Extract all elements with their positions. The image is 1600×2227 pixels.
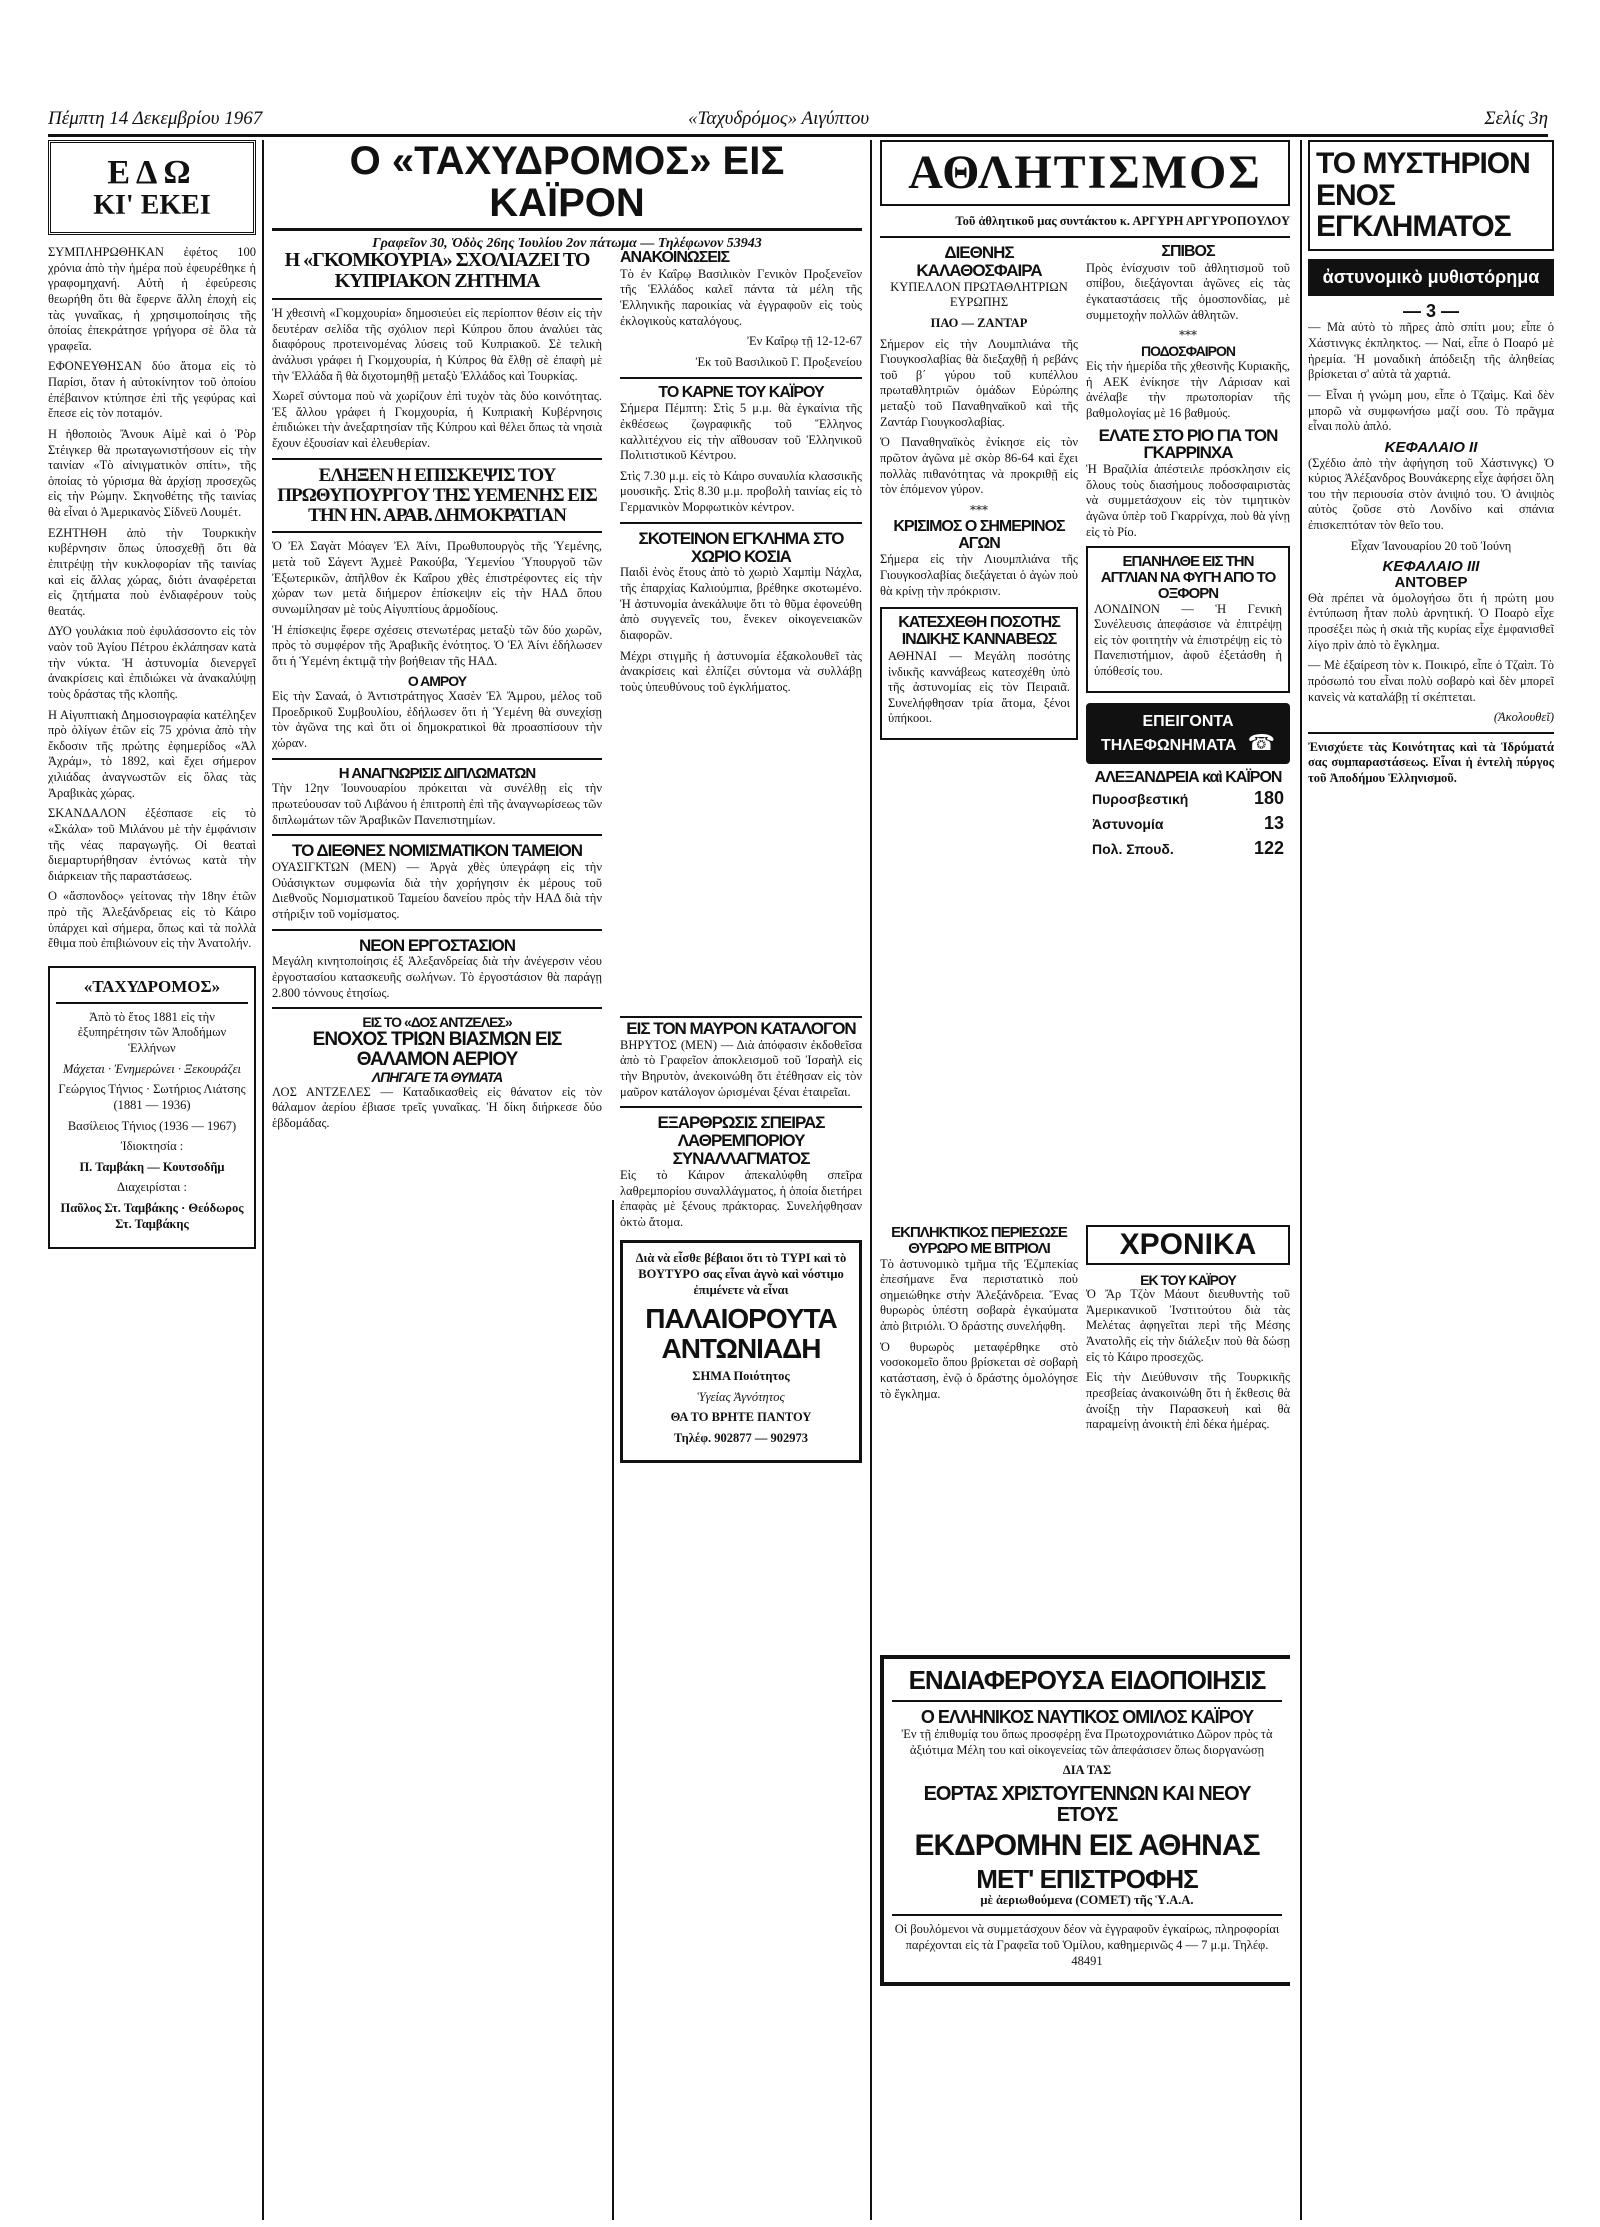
oxford-box: [1086, 546, 1290, 692]
cairo-banner-title: Ο «ΤΑΧΥΔΡΟΜΟΣ» ΕΙΣ ΚΑΪΡΟΝ: [272, 140, 862, 231]
cheese-ad-intro: Διὰ νὰ εἶσθε βέβαιοι ὅτι τὸ ΤΥΡΙ καὶ τὸ ΒΟΥΤΥΡΟ σας εἶναι ἀγνὸ καὶ νόστιμο ἐπιμένετε νὰ εἶναι: [635, 1251, 847, 1297]
item-neighbour: Ο «ἄσπονδος» γείτονας τὴν 18ην ἐτῶν πρὸ τῆς Ἀλεξάνδρειας εἰς τὸ Κάιρο ὑπάρχει καὶ σήμερα, ὅπως καὶ τὰ πολλὰ ἔθιμα ποὺ ἐπιβιώνουν εἰς τὴν Ἀνατολήν.: [48, 889, 256, 951]
victims-subhead: ΛΠΗΓΑΓΕ ΤΑ ΘΥΜΑΤΑ: [371, 1068, 503, 1085]
rio-headline: ΕΛΑΤΕ ΣΤΟ ΡΙΟ ΓΙΑ ΤΟΝ ΓΚΑΡΡΙΝΧΑ: [1098, 425, 1278, 463]
edo-ki-ekei-box: [48, 140, 256, 235]
football-text: Εἰς τὴν ἡμερίδα τῆς χθεσινῆς Κυριακῆς, ἡ ΑΕΚ ἐνίκησε τὴν Λάρισαν καὶ ἀνέλαβε τὴν πρωτοπορίαν τῆς βαθμολογίας μὲ 16 βαθμούς.: [1086, 359, 1290, 420]
vitriol-block: [880, 1225, 1078, 1407]
vitriol-anchor: [620, 1420, 862, 1421]
spibos-text: Πρὸς ἐνίσχυσιν τοῦ ἀθλητισμοῦ τοῦ σπίβου, διεξάγονται ἀγῶνες εἰς τὰς ἐγκαταστάσεις τῆς ὁμοσπονδίας, μὲ συμμετοχὴν πολλῶν ἀθλητῶν.: [1086, 260, 1290, 322]
anchor-4: [272, 1740, 273, 1741]
critical-text: Σήμερα εἰς τὴν Λιουμπλιάνα τῆς Γιουγκοσλαβίας διεξάγεται ὁ ἀγὼν ποὺ θὰ κρίνῃ τὴν πρόκρισιν.: [880, 552, 1078, 598]
vitriol-text-b: Ὁ θυρωρὸς μεταφέρθηκε στὸ νοσοκομεῖο ὅπου βρίσκεται σὲ σοβαρὴ κατάσταση, ἐνῷ ὁ δράστης ὁμολόγησε τὸ ἔγκλημα.: [880, 1339, 1078, 1401]
item-actress: Η ἠθοποιὸς Ἄνουκ Αἰμὲ καὶ ὁ Ῥὸρ Στέιγκερ θὰ πρωταγωνιστήσουν εἰς τὴν ταινίαν «Τὸ αἰνιγματικὸν σπίτι», τῆς ὁποίας τὸ γύρισμα θὰ ἀρχίσῃ προσεχῶς εἰς τὴν Ρώμην. Σκηνοθέτης τῆς ταινίας θὰ εἶναι ὁ Ἀμερικανὸς Σίδνεϋ Λουμέτ.: [48, 426, 256, 520]
phones-row-value: 13: [1263, 813, 1284, 834]
oxford-headline: ΕΠΑΝΗΛΘΕ ΕΙΣ ΤΗΝ ΑΓΓΛΙΑΝ ΝΑ ΦΥΓΗ ΑΠΟ ΤΟ ΟΞΦΟΡΝ: [1100, 553, 1276, 602]
yemen-text-b: Ἡ ἐπίσκεψις ἔφερε σχέσεις στενωτέρας μεταξὺ τῶν δύο χωρῶν, πρὸς τὸ συμφέρον τῆς Ἀραβικῆς ἑνότητος. Ὁ Ἐλ Ἀίνι ἐδήλωσεν ὅτι ἡ Ὑεμένη ἐκτιμᾷ τὴν βοήθειαν τῆς ΗΑΔ.: [272, 622, 602, 668]
imf-text: ΟΥΑΣΙΓΚΤΩΝ (ΜΕΝ) — Ἀργὰ χθὲς ὑπεγράφη εἰς τὴν Οὐάσιγκτων συμφωνία διὰ τὴν χορήγησιν ἐκ μέρους τοῦ Διεθνοῦς Νομισματικοῦ Ταμείου δανείου πρὸς τὴν ΗΑΔ διὰ τὴν στήριξιν τοῦ νομίσματος.: [272, 860, 602, 921]
cheese-ad-tel: Τηλέφ. 902877 — 902973: [673, 1430, 809, 1445]
basketball-cup: ΚΥΠΕΛΛΟΝ ΠΡΩΤΑΘΛΗΤΡΙΩΝ ΕΥΡΩΠΗΣ: [890, 279, 1068, 310]
diplomas-text: Τὴν 12ην Ἰουνουαρίου πρόκειται νὰ συνέλθῃ εἰς τὴν πρωτεύουσαν τοῦ Λιβάνου ἡ ἐπιτροπὴ ἐπὶ τῆς ἀναγνωρίσεως τῶν διπλωμάτων τῶν Ἀραβικῶν Πανεπιστημίων.: [272, 781, 602, 827]
novel-title: ΤΟ ΜΥΣΤΗΡΙΟΝ ΕΝΟΣ ΕΓΚΛΗΜΑΤΟΣ: [1316, 147, 1530, 243]
oxford-text: ΛΟΝΔΙΝΟΝ — Ἡ Γενικὴ Συνέλευσις ἀπεφάσισε νὰ ἐπιτρέψῃ εἰς τὸν φοιτητὴν νὰ ἐπιστρέψῃ εἰς τὸ Πανεπιστήμιον, ἀφοῦ ἐξετάσθη ἡ ὑπόθεσίς του.: [1094, 601, 1282, 679]
page-number: Σελίς 3η: [1484, 108, 1548, 129]
column-sports: [880, 140, 1290, 1220]
sports-byline: Τοῦ ἀθλητικοῦ μας συντάκτου κ. ΑΡΓΥΡΗ ΑΡΓΥΡΟΠΟΥΛΟΥ: [955, 214, 1290, 229]
chronika-text: Ὁ Ἄρ Τζὸν Μάουτ διευθυντὴς τοῦ Ἀμερικανικοῦ Ἰνστιτούτου διὰ τὰς Μελέτας ἀφηγεῖται περὶ τῆς Μέσης Ἀνατολῆς εἰς τὴν διάλεξιν ποὺ θὰ δώσῃ εἰς τὸ Κάιρο προσεχῶς.: [1086, 1287, 1290, 1364]
chronika-block: [1086, 1225, 1290, 1438]
yemen-text: Ὁ Ἐλ Σαγὰτ Μόαγεν Ἐλ Ἀίνι, Πρωθυπουργὸς τῆς Ὑεμένης, μετὰ τοῦ Σάγεντ Ἀχμεὲ Ρακούβα, Ὑεμενίου Ὑπουργοῦ τῶν Ἐξωτερικῶν, ἀπῆλθον ἐκ Καΐρου χθὲς ἐπιστρέφοντες εἰς τὴν χώραν των μετὰ διήμερον ἐπίσκεψιν εἰς τὴν ΗΑΔ ὅπου συνωμίλησαν μὲ τοὺς Αἰγυπτίους ἀρμοδίους.: [272, 539, 602, 616]
novel-title-box: [1308, 140, 1554, 251]
edo-title: ΕΔΩ: [107, 154, 197, 191]
chronika-cairo-headline: ΕΚ ΤΟΥ ΚΑΪΡΟΥ: [1140, 1271, 1236, 1288]
novel-p1: — Μὰ αὐτὸ τὸ πῆρες ἀπὸ σπίτι μου; εἶπε ὁ Χάστινγκς ἐκπληκτος. — Ναί, εἶπε ὁ Ποαρό μὲ ἠρεμία. Ἡ μοναδικὴ ἀπόδειξη τῆς ἀληθείας βρίσκεται σ' αὐτὰ τὰ χαρτιά.: [1308, 320, 1554, 382]
notice-trip: ΕΚΔΡΟΜΗΝ ΕΙΣ ΑΘΗΝΑΣ: [914, 1829, 1260, 1863]
notice-title: ΕΝΔΙΑΦΕΡΟΥΣΑ ΕΙΔΟΠΟΙΗΣΙΣ: [908, 1665, 1266, 1695]
vitriol-headline: ΕΚΠΛΗΚΤΙΚΟΣ ΠΕΡΙΕΣΩΣΕ ΘΥΡΩΡΟ ΜΕ ΒΙΤΡΙΟΛΙ: [891, 1225, 1067, 1257]
cairo-agenda-headline: ΤΟ ΚΑΡΝΕ ΤΟΥ ΚΑΪΡΟΥ: [658, 383, 824, 401]
novel-chapter-3-text-b: — Μὲ ἐξαίρεση τὸν κ. Ποικιρό, εἶπε ὁ Τζαὶπ. Τὸ πρόσωπό του εἶναι πολὺ σοβαρὸ καὶ δὲν μπορεῖ κανεὶς νὰ καταλάβῃ τί σκέπτεται.: [1308, 658, 1554, 704]
phones-table: [1086, 786, 1290, 861]
football-headline: ΠΟΔΟΣΦΑΙΡΟΝ: [1140, 343, 1236, 360]
cheese-ad-shop: Ὑγείας Ἀγνότητος: [697, 1389, 785, 1404]
novel-genre: ἀστυνομικὸ μυθιστόρημα: [1322, 266, 1540, 287]
item-typewriter: ΣΥΜΠΛΗΡΩΘΗΚΑΝ ἐφέτος 100 χρόνια ἀπὸ τὴν ἡμέρα ποὺ ἐφευρέθηκε ἡ γραφομηχανή. Αὐτὴ ἡ ἐφεύρεσις θεωρήθη ὅτι θὰ ἔφερνε ἄλλη ἐποχὴ εἰς τὰς γυναῖκας, ἡ χρησιμοποίησις τῆς ὁποίας ἐπεκράτησε γρήγορα σὲ ὅλα τὰ γραφεῖα.: [48, 245, 256, 353]
item-scala: ΣΚΑΝΔΑΛΟΝ ἐξέσπασε εἰς τὸ «Σκάλα» τοῦ Μιλάνου μὲ τὴν ἐμφάνισιν τῆς νέας παραγωγῆς. Οἱ θεαταὶ διεμαρτυρήθησαν ἐντόνως κατὰ τὴν διάρκειαν τῆς παραστάσεως.: [48, 806, 256, 883]
ki-ekei-title: ΚΙ' ΕΚΕΙ: [93, 189, 211, 221]
basketball-match: ΠΑΟ — ΖΑΝΤΑΡ: [930, 315, 1028, 330]
diplomas-headline: Η ΑΝΑΓΝΩΡΙΣΙΣ ΔΙΠΛΩΜΑΤΩΝ: [338, 764, 536, 782]
hashish-box: [880, 607, 1078, 740]
basketball-text: Σήμερον εἰς τὴν Λουμπλιάνα τῆς Γιουγκοσλαβίας θὰ διεξαχθῇ ἡ ρεβάνς τοῦ β΄ γύρου τοῦ κυπέλλου πρωταθλητριῶν ὁμάδων Εὐρώπης μεταξὺ τοῦ Παναθηναϊκοῦ καὶ τῆς Ζαντάρ Γιουγκοσλαβίας.: [880, 336, 1078, 429]
founder-2: Βασίλειος Τήνιος (1936 — 1967): [67, 1118, 237, 1133]
sports-banner: [880, 140, 1290, 206]
novel-p2: — Εἶναι ἡ γνώμη μου, εἶπε ὁ Τζαὶμς. Καὶ δὲν μπορῶ νὰ συμφωνήσω μαζί σου. Τὸ πρᾶγμα εἶναι πολὺ ἁπλό.: [1308, 387, 1554, 434]
directors: Παῦλος Στ. Ταμβάκης · Θεόδωρος Στ. Ταμβάκης: [60, 1201, 244, 1231]
masthead-title: «ΤΑΧΥΔΡΟΜΟΣ»: [83, 976, 221, 996]
owner-label: Ἰδιοκτησία :: [120, 1139, 184, 1154]
hashish-text: ΑΘΗΝΑΙ — Μεγάλη ποσότης ἰνδικῆς καννάβεως κατεσχέθη ὑπὸ τῆς ἀστυνομίας εἰς τὸν Πειραιᾶ. Συνελήφθησαν τρία ἄτομα, ξένοι ὑπήκοοι.: [888, 648, 1070, 726]
crime-text-b: Μέχρι στιγμῆς ἡ ἀστυνομία ἐξακολουθεῖ τὰς ἀνακρίσεις καὶ ἐλπίζει σύντομα νὰ συλλάβῃ τοὺς ὑπευθύνους τοῦ ἐγκλήματος.: [620, 648, 862, 694]
announcements-sign: Ἐκ τοῦ Βασιλικοῦ Γ. Προξενείου: [695, 354, 862, 369]
phones-row-label: Πυροσβεστική: [1092, 790, 1189, 807]
column-announcements: [620, 250, 862, 1010]
item-theft: ΔΥΟ γουλάκια ποὺ ἐφυλάσσοντο εἰς τὸν ναὸν τοῦ Ἁγίου Πέτρου ἐκλάπησαν κατὰ τὴν νύκτα. Ἡ ἀστυνομία διενεργεῖ ἀνακρίσεις καὶ ἐπιδιώκει νὰ ἀνακαλύψῃ τοὺς δράστας τῆς κλοπῆς.: [48, 624, 256, 701]
basketball-headline: ΔΙΕΘΝΗΣ ΚΑΛΑΘΟΣΦΑΙΡΑ: [916, 243, 1042, 280]
novel-genre-badge: [1308, 259, 1554, 296]
notice-text: Ἐν τῇ ἐπιθυμίᾳ του ὅπως προσφέρῃ ἕνα Πρωτοχρονιάτικο Δῶρον πρὸς τὰ ἀξιότιμα Μέλη του καὶ οἰκογενείας τῶν ἀπεφάσισεν ὅπως διοργανώσῃ: [901, 1727, 1273, 1757]
novel-date: Εἶχαν Ἰανουαρίου 20 τοῦ Ἰούνη: [1350, 538, 1512, 553]
announcements-text: Τὸ ἐν Καΐρῳ Βασιλικὸν Γενικὸν Προξενεῖον τῆς Ἑλλάδος καλεῖ πάντα τὰ μέλη τῆς Ἑλληνικῆς παροικίας νὰ ἐγγραφοῦν εἰς τοὺς ἐκλογικοὺς καταλόγους.: [620, 266, 862, 328]
item-turkey: ΕΖΗΤΗΘΗ ἀπὸ τὴν Τουρκικὴν κυβέρνησιν ὅπως ὑποσχεθῇ ὅτι θὰ ἐπιτρέψῃ τὴν κυκλοφορίαν τῆς ταινίας καὶ εἰς ἄλλας χώρας, διότι ἀναφέρεται εἰς ζητήματα ποὺ ἐνδιαφέρουν τοὺς θεατάς.: [48, 525, 256, 618]
smuggling-headline: ΕΞΑΡΘΡΩΣΙΣ ΣΠΕΙΡΑΣ ΛΑΘΡΕΜΠΟΡΙΟΥ ΣΥΝΑΛΛΑΓΜΑΤΟΣ: [657, 1113, 825, 1169]
cheese-ad-brand: ΠΑΛΑΙΟΡΟΥΤΑ ΑΝΤΩΝΙΑΔΗ: [645, 1303, 837, 1364]
la-headline: ΕΙΣ ΤΟ «ΔΟΣ ΑΝΤΖΕΛΕΣ»: [362, 1014, 512, 1031]
critical-headline: ΚΡΙΣΙΜΟΣ Ο ΣΗΜΕΡΙΝΟΣ ΑΓΩΝ: [893, 517, 1065, 552]
phones-title: ΑΛΕΞΑΝΔΡΕΙΑ καὶ ΚΑΪΡΟΝ: [1094, 768, 1282, 786]
phones-row-value: 122: [1253, 838, 1284, 859]
yemen-headline: ΕΛΗΞΕΝ Η ΕΠΙΣΚΕΨΙΣ ΤΟΥ ΠΡΩΘΥΠΟΥΡΓΟΥ ΤΗΣ ΥΕΜΕΝΗΣ ΕΙΣ ΤΗΝ ΗΝ. ΑΡΑΒ. ΔΗΜΟΚΡΑΤΙΑΝ: [277, 464, 597, 526]
black-list-headline: ΕΙΣ ΤΟΝ ΜΑΥΡΟΝ ΚΑΤΑΛΟΓΟΝ: [626, 1020, 856, 1038]
cairo-agenda-text-b: Στὶς 7.30 μ.μ. εἰς τὸ Κάιρο συναυλία κλασσικῆς μουσικῆς. Στὶς 8.30 μ.μ. προβολὴ ταινίας εἰς τὸ Γερμανικὸν Μορφωτικὸν κέντρον.: [620, 468, 862, 515]
item-press: Η Αἰγυπτιακὴ Δημοσιογραφία κατέληξεν πρὸ ὀλίγων ἐτῶν εἰς 75 χρόνια ἀπὸ τὴν ἔκδοσιν τῆς πρώτης ἐφημερίδος «Ἀλ Ἀχράμ», τὸ 1892, καὶ ἔχει σήμερον χιλιάδας ἀναγνωστῶν εἰς ὅλας τὰς Ἀραβικὰς χώρας.: [48, 707, 256, 800]
vitriol-text: Τὸ ἀστυνομικὸ τμῆμα τῆς Ἐζμπεκίας ἐπεσήμανε ἕνα περιστατικὸ ποὺ σημειώθηκε στὴν Ἀλεξάνδρεια. Ἕνας θυρωρὸς ὑπέστη σοβαρὰ ἐγκαύματα ἀπὸ βιτριόλι. Ὁ δράστης συνελήφθη.: [880, 1256, 1078, 1333]
phones-badge-label: ΕΠΕΙΓΟΝΤΑ ΤΗΛΕΦΩΝΗΜΑΤΑ: [1101, 712, 1237, 754]
phones-row-value: 180: [1253, 788, 1284, 809]
amru-subhead: Ο ΑΜΡΟΥ: [407, 673, 467, 690]
phones-row: [1086, 811, 1290, 836]
imf-headline: ΤΟ ΔΙΕΘΝΕΣ ΝΟΜΙΣΜΑΤΙΚΟΝ ΤΑΜΕΙΟΝ: [292, 841, 582, 861]
column-rule: [262, 140, 264, 2220]
notice-plane: μὲ ἀεριωθούμενα (COMET) τῆς Ὑ.Α.Α.: [980, 1892, 1194, 1907]
sports-left: ΔΙΕΘΝΗΣ ΚΑΛΑΘΟΣΦΑΙΡΑ ΚΥΠΕΛΛΟΝ ΠΡΩΤΑΘΛΗΤΡΙΩΝ ΕΥΡΩΠΗΣ ΠΑΟ — ΖΑΝΤΑΡ Σήμερον εἰς τὴν Λουμπλιάνα τῆς Γιουγκοσλαβίας θὰ διεξαχθῇ ἡ ρεβάνς τοῦ β΄ γύρου τοῦ κυπέλλου πρωταθλητριῶν ὁμάδων Εὐρώπης μεταξὺ τοῦ Παναθηναϊκοῦ καὶ τῆς Ζαντάρ Γιουγκοσλαβίας. Ὁ Παναθηναϊκὸς ἐνίκησε εἰς τὸν πρῶτον ἀγῶνα μὲ σκὸρ 86-64 καὶ ἔχει πολλὰς πιθανότητας νὰ προκριθῇ εἰς τὸν ἑπόμενον γύρον. *** ΚΡΙΣΙΜΟΣ Ο ΣΗΜΕΡΙΝΟΣ ΑΓΩΝ Σήμερα εἰς τὴν Λιουμπλιάνα τῆς Γιουγκοσλαβίας διεξάγεται ὁ ἀγὼν ποὺ θὰ κρίνῃ τὴν πρόκρισιν. ΚΑΤΕΣΧΕΘΗ ΠΟΣΟΤΗΣ ΙΝΔΙΚΗΣ ΚΑΝΝΑΒΕΩΣ ΑΘΗΝΑΙ — Μεγάλη ποσότης ἰνδικῆς καννάβεως κατεσχέθη ὑπὸ τῆς ἀστυνομίας εἰς τὸν Πειραιᾶ. Συνελήφθησαν τρία ἄτομα, ξένοι ὑπήκοοι.: [880, 244, 1078, 748]
cheese-ad-find: ΘΑ ΤΟ ΒΡΗΤΕ ΠΑΝΤΟΥ: [670, 1410, 812, 1425]
column-rule: [1300, 140, 1302, 2220]
masthead-since: Ἀπὸ τὸ ἔτος 1881 εἰς τὴν ἐξυπηρέτησιν τῶν Ἀποδήμων Ἑλλήνων: [77, 1009, 227, 1056]
novel-continued: (Ἀκολουθεῖ): [1493, 710, 1554, 725]
sports-right: ΣΠΙΒΟΣ Πρὸς ἐνίσχυσιν τοῦ ἀθλητισμοῦ τοῦ σπίβου, διεξάγονται ἀγῶνες εἰς τὰς ἐγκαταστάσεις τῆς ὁμοσπονδίας, μὲ συμμετοχὴν πολλῶν ἀθλητῶν. *** ΠΟΔΟΣΦΑΙΡΟΝ Εἰς τὴν ἡμερίδα τῆς χθεσινῆς Κυριακῆς, ἡ ΑΕΚ ἐνίκησε τὴν Λάρισαν καὶ ἀνέλαβε τὴν πρωτοπορίαν τῆς βαθμολογίας μὲ 16 βαθμούς. ΕΛΑΤΕ ΣΤΟ ΡΙΟ ΓΙΑ ΤΟΝ ΓΚΑΡΡΙΝΧΑ Ἡ Βραζιλία ἀπέστειλε πρόσκλησιν εἰς ὅλους τοὺς διασήμους ποδοσφαιριστὰς νὰ συμμετάσχουν εἰς τὸν τιμητικὸν ἀγῶνα ὑπὲρ τοῦ Γκαρρίνχα, ποὺ θὰ γίνῃ εἰς τὸ Ρίο. ΕΠΑΝΗΛΘΕ ΕΙΣ ΤΗΝ ΑΓΓΛΙΑΝ ΝΑ ΦΥΓΗ ΑΠΟ ΤΟ ΟΞΦΟΡΝ ΛΟΝΔΙΝΟΝ — Ἡ Γενικὴ Συνέλευσις ἀπεφάσισε νὰ ἐπιτρέψῃ εἰς τὸν φοιτητὴν νὰ ἐπιστρέψῃ εἰς τὸ Πανεπιστήμιον, ἀφοῦ ἐξετάσθη ἡ ὑπόθεσίς του. ΕΠΕΙΓΟΝΤΑ ΤΗΛΕΦΩΝΗΜΑΤΑ ☎ ΑΛΕΞΑΝΔΡΕΙΑ καὶ ΚΑΪΡΟΝ Πυροσβεστική 180 Ἀστυνομία 13 Πολ. Σπουδ. 122: [1086, 244, 1290, 861]
phones-row-label: Ἀστυνομία: [1092, 815, 1164, 832]
factory-headline: ΝΕΟΝ ΕΡΓΟΣΤΑΣΙΟΝ: [359, 935, 515, 955]
novel-part: — 3 —: [1402, 300, 1459, 321]
founders: Γεώργιος Τήνιος · Σωτήριος Λιάτσης (1881 — 1936): [58, 1082, 246, 1112]
novel-chapter-2: ΚΕΦΑΛΑΙΟ ΙΙ: [1384, 438, 1478, 456]
gas-chamber-headline: ΕΝΟΧΟΣ ΤΡΙΩΝ ΒΙΑΣΜΩΝ ΕΙΣ ΘΑΛΑΜΟΝ ΑΕΡΙΟΥ: [312, 1029, 562, 1070]
novel-footer-notice: Ἐνισχύετε τὰς Κοινότητας καὶ τὰ Ἱδρύματά σας συμπαραστάσεως. Εἶναι ἡ ἐντελὴ πύργος τοῦ Ἀποδήμου Ἑλληνισμοῦ.: [1308, 739, 1554, 786]
column-edo-ki-ekei: [48, 140, 256, 2220]
notice-ad: [880, 1655, 1290, 1986]
notice-club: Ο ΕΛΛΗΝΙΚΟΣ ΝΑΥΤΙΚΟΣ ΟΜΙΛΟΣ ΚΑΪΡΟΥ: [920, 1707, 1254, 1728]
issue-date: Πέμπτη 14 Δεκεμβρίου 1967: [48, 108, 263, 129]
gomhouria-headline: Η «ΓΚΟΜΚΟΥΡΙΑ» ΣΧΟΛΙΑΖΕΙ ΤΟ ΚΥΠΡΙΑΚΟΝ ΖΗΤΗΜΑ: [284, 250, 590, 292]
sports-title: ΑΘΛΗΤΙΣΜΟΣ: [908, 146, 1262, 199]
column-novel: [1308, 140, 1554, 2220]
notice-holidays: ΕΟΡΤΑΣ ΧΡΙΣΤΟΥΓΕΝΝΩΝ ΚΑΙ ΝΕΟΥ ΕΤΟΥΣ: [923, 1783, 1251, 1827]
masthead-motto: Μάχεται · Ἐνημερώνει · Ξεκουράζει: [62, 1061, 242, 1076]
amru-text: Εἰς τὴν Σαναά, ὁ Ἀντιστράτηγος Χασὲν Ἐλ Ἄμρου, μέλος τοῦ Προεδρικοῦ Συμβουλίου, ἐδήλωσεν ὅτι ἡ Ὑεμένη θὰ συνεχίσῃ τὸν ἀγῶνα της καὶ ὅτι οἱ δημοκρατικοὶ θὰ προασπίσουν τὴν χώραν.: [272, 689, 602, 750]
announcements-date: Ἐν Καΐρῳ τῇ 12-12-67: [747, 334, 862, 349]
novel-chapter-3: ΚΕΦΑΛΑΙΟ ΙΙΙ: [1382, 558, 1480, 576]
novel-chapter-3-title: ΑΝΤΟΒΕΡ: [1394, 574, 1468, 592]
column-rule: [870, 140, 872, 2220]
item-paris-accident: ΕΦΟΝΕΥΘΗΣΑΝ δύο ἄτομα εἰς τὸ Παρίσι, ὅταν ἡ αὐτοκίνητον τοῦ ὁποίου ἐπέβαινον κτύπησε ἐπὶ τῆς γεφύρας καὶ ἔπεσε εἰς τὸν ποταμόν.: [48, 359, 256, 421]
cheese-ad: [620, 1240, 862, 1462]
column-cairo-right: [620, 1020, 862, 2210]
cairo-office-address: Γραφεῖον 30, Ὁδὸς 26ης Ἰουλίου 2ον πάτωμα — Τηλέφωνον 53943: [372, 236, 762, 250]
director-label: Διαχειρίσται :: [117, 1180, 187, 1195]
col3-divider: [620, 1010, 862, 1020]
basketball-text-b: Ὁ Παναθηναϊκὸς ἐνίκησε εἰς τὸν πρῶτον ἀγῶνα μὲ σκὸρ 86-64 καὶ ἔχει πολλὰς πιθανότητας νὰ προκριθῇ εἰς τὸν ἑπόμενον γύρον.: [880, 435, 1078, 497]
novel-chapter-2-text: (Σχέδιο ἀπὸ τὴν ἀφήγηση τοῦ Χάστινγκς) Ὁ κύριος Ἀλέξανδρος Βουνάκερης εἶχε ἀφήσει ὅλη του τὴν περιουσία στὸν ἀνιψιό του. Ὁ ἀνιψιὸς αὐτὸς ζοῦσε στὸ Λονδίνο καὶ σπάνια ἐπισκεπτόταν τὸν θεῖο του.: [1308, 455, 1554, 533]
announcements-headline: ΑΝΑΚΟΙΝΩΣΕΙΣ: [620, 250, 730, 266]
notice-return: ΜΕΤ' ΕΠΙΣΤΡΟΦΗΣ: [976, 1863, 1198, 1894]
paper-name: «Ταχυδρόμος» Αιγύπτου: [688, 108, 870, 129]
smuggling-text: Εἰς τὸ Κάιρον ἀπεκαλύφθη σπεῖρα λαθρεμπορίου συναλλάγματος, ἡ ὁποία διετήρει ἐπαφὰς μὲ ξένους πράκτορας. Συνελήφθησαν ὀκτὼ ἄτομα.: [620, 1167, 862, 1229]
column-cairo-left: [272, 250, 602, 2210]
la-text: ΛΟΣ ΑΝΤΖΕΛΕΣ — Καταδικασθεὶς εἰς θάνατον εἰς τὸν θάλαμον ἀερίου ἐβιασε τρεῖς γυναῖκας. Ἡ δίκη διήρκεσε δύο ἑβδομάδας.: [272, 1084, 602, 1130]
factory-text: Μεγάλη κινητοποίησις ἐξ Ἀλεξανδρείας διὰ τὴν ἀνέγερσιν νέου ἐργοστασίου κατασκευῆς σωλήνων. Τὸ ἐργοστάσιον θὰ παράγῃ 2.800 τόννους ἐτησίως.: [272, 954, 602, 1000]
cairo-agenda-text: Σήμερα Πέμπτη: Στὶς 5 μ.μ. θὰ ἐγκαίνια τῆς ἐκθέσεως ζωγραφικῆς τοῦ Ἕλληνος καλλιτέχνου εἰς τὴν αἴθουσαν τοῦ Ἑλληνικοῦ Πολιτιστικοῦ Κέντρου.: [620, 401, 862, 463]
phones-badge: [1086, 703, 1290, 764]
phones-row: [1086, 786, 1290, 811]
black-list-text: ΒΗΡΥΤΟΣ (ΜΕΝ) — Διὰ ἀπόφασιν ἐκδοθεῖσα ἀπὸ τὸ Γραφεῖον ἀποκλεισμοῦ τοῦ Ἰσραὴλ εἰς τὴν Βηρυτὸν, ἀνεκοινώθη ὅτι ἐτέθησαν εἰς τὸν μαῦρον κατάλογον ὡρισμέναι ξέναι ἑταιρεῖαι.: [620, 1037, 862, 1099]
phones-row-label: Πολ. Σπουδ.: [1092, 840, 1174, 857]
hashish-headline: ΚΑΤΕΣΧΕΘΗ ΠΟΣΟΤΗΣ ΙΝΔΙΚΗΣ ΚΑΝΝΑΒΕΩΣ: [898, 614, 1060, 649]
cairo-banner: [272, 140, 862, 250]
crime-headline: ΣΚΟΤΕΙΝΟΝ ΕΓΚΛΗΜΑ ΣΤΟ ΧΩΡΙΟ ΚΟΣΙΑ: [638, 528, 844, 566]
gomhouria-text: Ἡ χθεσινὴ «Γκομχουρία» δημοσιεύει εἰς περίοπτον θέσιν εἰς τὴν δευτέραν σελίδα τῆς σχόλιον περὶ Κύπρου ὅπου ἀναλύει τὰς διαφόρους προτεινομένας λύσεις τοῦ Κυπριακοῦ. Σὲ τελικὴ ἀνάλυσι γράφει ἡ Γκομχουρία, ἡ Κύπρος θὰ ἔλθῃ σὲ ἐπαφὴ μὲ τὴν Ἑλλάδα ἢ θὰ διχοτομηθῇ μεταξὺ Ἑλλάδος καὶ Τουρκίας.: [272, 306, 602, 383]
chronika-text-b: Εἰς τὴν Διεύθυνσιν τῆς Τουρκικῆς πρεσβείας ἀνακοινώθη ὅτι ἡ ἔκθεσις θὰ ἀνοίξῃ τὴν Παρασκευὴ καὶ θὰ παραμείνῃ ἀνοικτὴ ἐπὶ δέκα ἡμέρας.: [1086, 1370, 1290, 1432]
masthead-box: [48, 966, 256, 1249]
sports-columns: [880, 244, 1290, 1184]
notice-for: ΔΙΑ ΤΑΣ: [1062, 1763, 1112, 1778]
chronika-banner: [1086, 1225, 1290, 1265]
phones-row: [1086, 836, 1290, 861]
cheese-ad-quality: ΣΗΜΑ Ποιότητος: [692, 1369, 790, 1384]
rio-text: Ἡ Βραζιλία ἀπέστειλε πρόσκλησιν εἰς ὅλους τοὺς διασήμους ποδοσφαιριστὰς νὰ συμμετάσχουν εἰς τὸν τιμητικὸν ἀγῶνα ὑπὲρ τοῦ Γκαρρίνχα, ποὺ θὰ γίνῃ εἰς τὸ Ρίο.: [1086, 462, 1290, 539]
page-header: [48, 106, 1548, 137]
gomhouria-text-b: Χωρεῖ σύντομα ποὺ νὰ χωρίζουν ἐπὶ τυχὸν τὰς δύο κοινότητας. Ἐξ ἄλλου γράφει ἡ Γκομχουρία, ἡ Κυπριακὴ Κυβέρνησις ἐπιδιώκει τὴν ἀνεξαρτησίαν τῆς Κύπρου καὶ θέλει ὅπως τὰ νησιὰ ἔχουν ἐξουσίαν καὶ ἐλευθερίαν.: [272, 389, 602, 450]
spibos-headline: ΣΠΙΒΟΣ: [1161, 243, 1215, 261]
telephone-icon: ☎: [1247, 730, 1275, 756]
column-rule: [612, 1200, 614, 2220]
owner: Π. Ταμβάκη — Κουτσοδῆμ: [79, 1159, 225, 1174]
col3-lower: [880, 1225, 1290, 1645]
notice-footer: Οἱ βουλόμενοι νὰ συμμετάσχουν δέον νὰ ἐγγραφοῦν ἐγκαίρως, πληροφορίαι παρέχονται εἰς τὰ Γραφεῖα τοῦ Ὁμίλου, καθημερινῶς 4 — 7 μ.μ. Τηλέφ. 48491: [894, 1922, 1280, 1968]
chronika-title: ΧΡΟΝΙΚΑ: [1119, 1228, 1257, 1261]
crime-text: Παιδὶ ἐνὸς ἔτους ἀπὸ τὸ χωριὸ Χαμπὶμ Νάχλα, τῆς ἐπαρχίας Καλιούμπια, βρέθηκε σκοτωμένο. Ἡ ἀστυνομία ἀνεκάλυψε ὅτι τὸ θῦμα ἐφονεύθη ἀπὸ συγγενεῖς του, ἕνεκεν οἰκογενειακῶν διαφορῶν.: [620, 565, 862, 642]
novel-chapter-3-text: Θὰ πρέπει νὰ ὁμολογήσω ὅτι ἡ πρώτη μου ἐντύπωση ἦταν πολὺ ἀρνητική. Ὁ Ποαρὸ εἶχε προσέξει πὼς ἡ σκιὰ τῆς κυρίας εἶχε ἐμφανισθεῖ λίγο πρὶν ἀπὸ τὸ ἔγκλημα.: [1308, 590, 1554, 652]
